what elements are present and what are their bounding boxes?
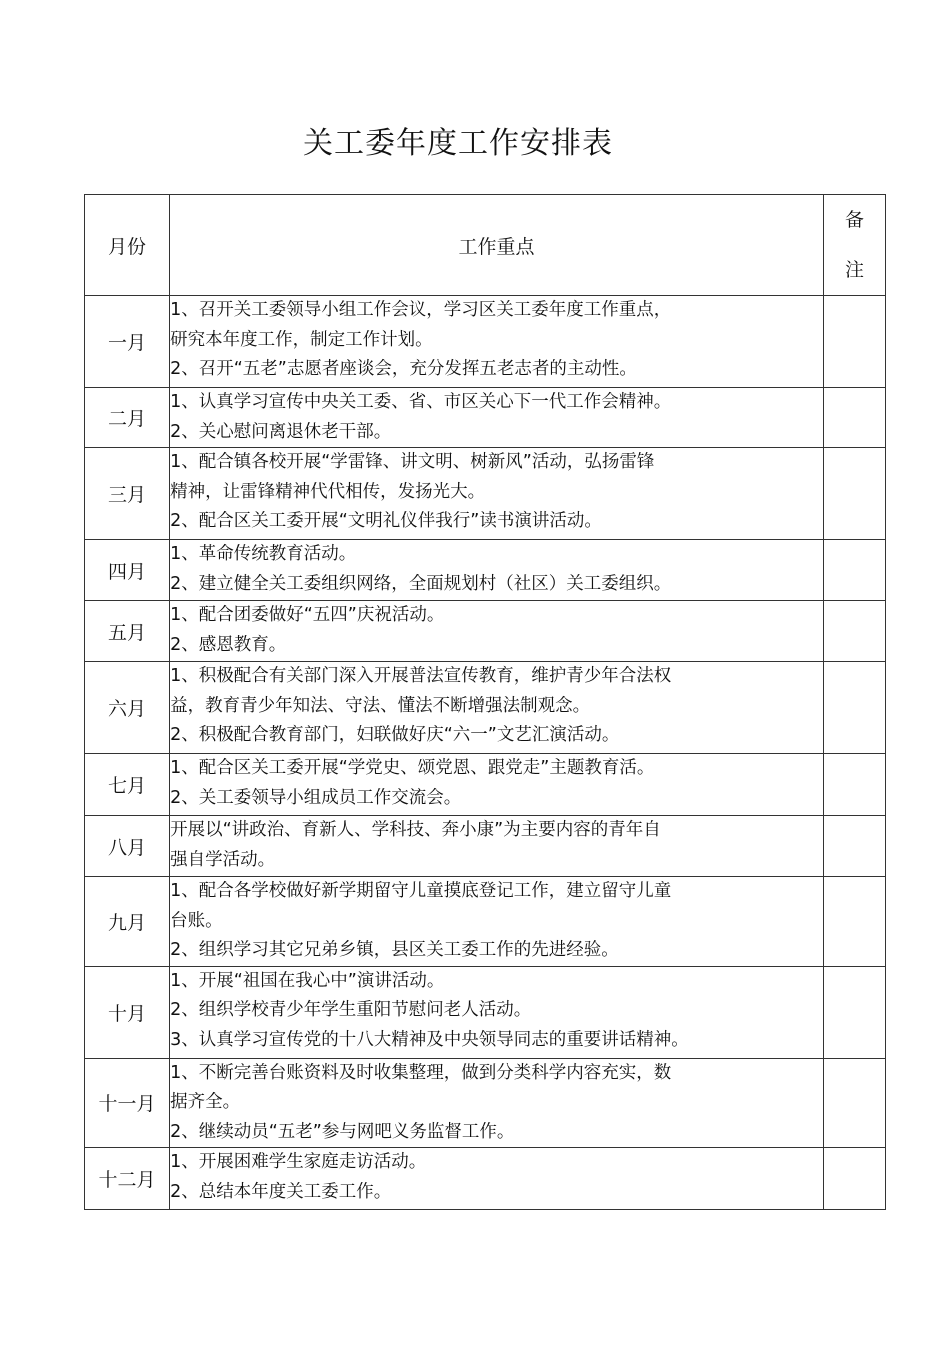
work-line: 1、配合各学校做好新学期留守儿童摸底登记工作，建立留守儿童 [170, 881, 672, 901]
note-cell [823, 966, 885, 1058]
note-cell [823, 448, 885, 540]
header-work: 工作重点 [170, 195, 824, 296]
table-row [85, 601, 886, 662]
work-line: 1、不断完善台账资料及时收集整理，做到分类科学内容充实，数 [170, 1062, 672, 1083]
month-cell: 十二月 [85, 1148, 170, 1210]
header-month: 月份 [85, 195, 170, 296]
table-row [85, 1058, 886, 1148]
note-cell [823, 662, 885, 754]
table-row [85, 540, 886, 601]
month-cell: 五月 [85, 601, 170, 662]
work-cell [170, 388, 824, 448]
work-line: 益，教育青少年知法、守法、懂法不断增强法制观念。 [170, 695, 591, 716]
work-line: 2、总结本年度关工委工作。 [170, 1181, 392, 1202]
month-cell: 三月 [85, 448, 170, 540]
work-line: 2、建立健全关工委组织网络，全面规划村（社区）关工委组织。 [170, 573, 672, 594]
work-line: 2、关心慰问离退休老干部。 [170, 421, 392, 442]
work-cell [170, 966, 824, 1058]
work-line: 2、关工委领导小组成员工作交流会。 [170, 787, 462, 808]
header-note-char-2: 注 [844, 259, 864, 281]
month-cell: 二月 [85, 388, 170, 448]
work-line: 2、积极配合教育部门，妇联做好庆“六一”文艺汇演活动。 [170, 725, 620, 745]
month-cell: 七月 [85, 754, 170, 816]
work-line: 2、组织学习其它兄弟乡镇，县区关工委工作的先进经验。 [170, 940, 619, 960]
work-cell [170, 540, 824, 601]
work-line: 1、积极配合有关部门深入开展普法宣传教育，维护青少年合法权 [170, 666, 672, 686]
table-row [85, 388, 886, 448]
note-cell [823, 1148, 885, 1210]
schedule-table [84, 194, 886, 1210]
month-cell: 十一月 [85, 1058, 170, 1148]
work-line: 3、认真学习宣传党的十八大精神及中央领导同志的重要讲话精神。 [170, 1029, 689, 1050]
work-line: 1、召开关工委领导小组工作会议，学习区关工委年度工作重点， [170, 300, 672, 320]
table-row [85, 296, 886, 388]
table-row [85, 1148, 886, 1210]
note-cell [823, 540, 885, 601]
work-line: 2、组织学校青少年学生重阳节慰问老人活动。 [170, 1000, 532, 1020]
work-line: 台账。 [170, 910, 223, 931]
work-cell [170, 754, 824, 816]
work-line: 1、配合区关工委开展“学党史、颂党恩、跟党走”主题教育活。 [170, 758, 655, 778]
work-line: 2、继续动员“五老”参与网吧义务监督工作。 [170, 1121, 515, 1142]
work-line: 1、革命传统教育活动。 [170, 544, 357, 564]
work-line: 2、召开“五老”志愿者座谈会，充分发挥五老志者的主动性。 [170, 359, 637, 379]
work-cell [170, 1058, 824, 1148]
work-cell [170, 662, 824, 754]
note-cell [823, 1058, 885, 1148]
table-row [85, 966, 886, 1058]
month-cell: 十月 [85, 966, 170, 1058]
work-line: 研究本年度工作，制定工作计划。 [170, 329, 433, 350]
month-cell: 九月 [85, 877, 170, 967]
table-row [85, 754, 886, 816]
work-line: 1、配合团委做好“五四”庆祝活动。 [170, 605, 445, 625]
work-cell [170, 296, 824, 388]
work-cell [170, 816, 824, 877]
table-row [85, 877, 886, 967]
note-cell [823, 816, 885, 877]
work-line: 1、开展困难学生家庭走访活动。 [170, 1152, 427, 1172]
month-cell: 六月 [85, 662, 170, 754]
work-cell [170, 1148, 824, 1210]
header-note [823, 195, 885, 296]
work-line: 1、认真学习宣传中央关工委、省、市区关心下一代工作会精神。 [170, 392, 672, 412]
note-cell [823, 601, 885, 662]
header-note-char-1: 备 [844, 209, 864, 231]
work-line: 开展以“讲政治、育新人、学科技、奔小康”为主要内容的青年自 [170, 820, 661, 840]
note-cell [823, 388, 885, 448]
work-cell [170, 601, 824, 662]
table-row [85, 816, 886, 877]
work-line: 精神，让雷锋精神代代相传，发扬光大。 [170, 481, 486, 502]
work-line: 2、配合区关工委开展“文明礼仪伴我行”读书演讲活动。 [170, 511, 602, 531]
work-line: 1、开展“祖国在我心中”演讲活动。 [170, 970, 445, 991]
work-cell [170, 448, 824, 540]
month-cell: 一月 [85, 296, 170, 388]
note-cell [823, 296, 885, 388]
table-header-row [85, 195, 886, 296]
month-cell: 八月 [85, 816, 170, 877]
page-title: 关工委年度工作安排表 [303, 126, 613, 161]
work-line: 2、感恩教育。 [170, 634, 287, 655]
table-row [85, 662, 886, 754]
work-line: 据齐全。 [170, 1092, 241, 1112]
work-line: 1、配合镇各校开展“学雷锋、讲文明、树新风”活动，弘扬雷锋 [170, 452, 655, 472]
work-line: 强自学活动。 [170, 849, 276, 870]
work-cell [170, 877, 824, 967]
note-cell [823, 877, 885, 967]
table-row [85, 448, 886, 540]
month-cell: 四月 [85, 540, 170, 601]
note-cell [823, 754, 885, 816]
